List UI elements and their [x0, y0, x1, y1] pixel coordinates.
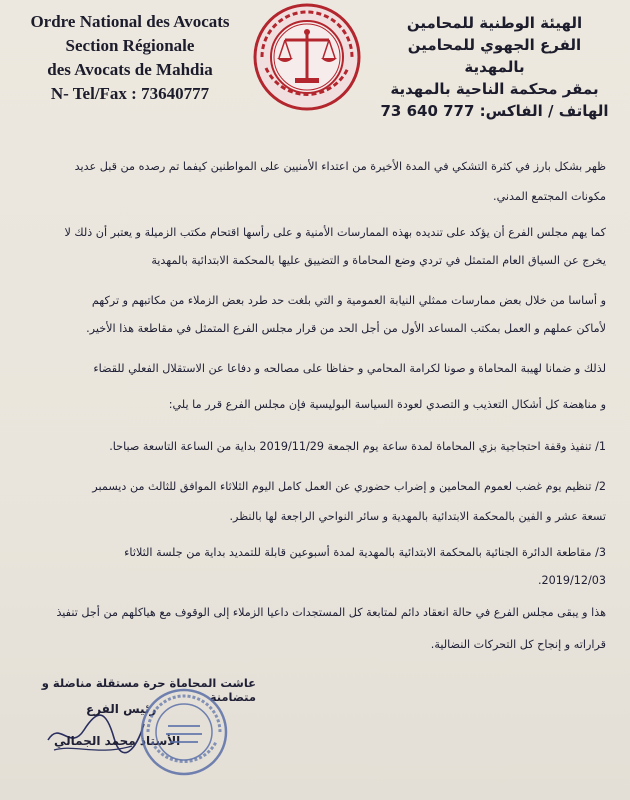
header-fr-line: Section Régionale	[65, 36, 195, 55]
body-line: و مناهضة كل أشكال التعذيب و التصدي لعودة السياسة البوليسية فإن مجلس الفرع قرر ما يلي:	[168, 398, 606, 411]
header-fr-line: N- Tel/Fax : 73640777	[50, 84, 210, 103]
signature-title: رئيس الفرع	[86, 702, 157, 716]
header-ar-line: الهاتف / الفاكس: 777 640 73	[380, 102, 609, 120]
body-line: مكونات المجتمع المدني.	[493, 190, 606, 203]
official-stamp-icon	[138, 686, 230, 778]
body-line: لأماكن عملهم و العمل بمكتب المساعد الأول من أجل الحد من قرار مجلس الفرع المتمثل في مقاطعة هذا الأخير.	[86, 322, 606, 335]
header-fr-line: des Avocats de Mahdia	[47, 60, 213, 79]
bar-association-seal-icon	[252, 2, 362, 112]
body-line: و أساسا من خلال بعض ممارسات ممثلي النيابة العمومية و التي بلغت حد طرد بعض الزملاء من مكاتبهم و تركهم	[91, 294, 606, 307]
body-line: ظهر بشكل بارز في كثرة التشكي في المدة الأخيرة من اعتداء الأمنيين على المواطنين كيفما تم رصده من قبل عديد	[74, 160, 606, 173]
header-arabic	[377, 12, 612, 122]
decision-item-1: 1/ تنفيذ وقفة احتجاجية بزي المحاماة لمدة ساعة يوم الجمعة 2019/11/29 بداية من الساعة التاسعة صباحا.	[109, 440, 606, 453]
signature-name: الأستاذ محمد الجمالي	[54, 734, 181, 748]
closing-slogan: عاشت المحاماة حرة مستقلة مناضلة و متضامنة	[41, 676, 256, 704]
body-line: لذلك و ضمانا لهيبة المحاماة و صونا لكرامة المحامي و حفاظا على مصالحه و دفاعا عن الاستقلال الفعلي للقضاء	[93, 362, 606, 375]
body-line: هذا و يبقى مجلس الفرع في حالة انعقاد دائم لمتابعة كل المستجدات داعيا الزملاء إلى الوقوف مع هياكلهم من أجل تنفيذ	[56, 606, 606, 619]
decision-item-3: 3/ مقاطعة الدائرة الجنائية بالمحكمة الابتدائية بالمهدية لمدة أسبوعين قابلة للتمديد بداية من جلسة الثلاثاء	[124, 546, 606, 559]
header-ar-line: بمقر محكمة الناحية بالمهدية	[390, 80, 599, 98]
header-fr-line: Ordre National des Avocats	[30, 12, 230, 31]
body-line: يخرج عن السياق العام المتمثل في تردي وضع المحاماة و التضييق عليها بالمحكمة الابتدائية بالمهدية	[151, 254, 606, 267]
body-line: قراراته و إنجاح كل التحركات النضالية.	[430, 638, 606, 651]
body-line: كما يهم مجلس الفرع أن يؤكد على تنديده بهذه الممارسات الأمنية و على رأسها اقتحام مكتب الزميلة و يعتبر أن ذلك لا	[64, 226, 606, 239]
decision-item-2: 2/ تنظيم يوم غضب لعموم المحامين و إضراب حضوري عن العمل كامل اليوم الثلاثاء الموافق للثالث من ديسمبر	[92, 480, 606, 493]
header-ar-line: الهيئة الوطنية للمحامين	[406, 14, 583, 32]
header-ar-line: الفرع الجهوي للمحامين بالمهدية	[407, 36, 582, 76]
body-line: تسعة عشر و الفين بالمحكمة الابتدائية بالمهدية و سائر النواحي الراجعة لها بالنظر.	[229, 510, 606, 523]
body-line: 2019/12/03.	[537, 574, 606, 587]
header-french	[30, 10, 230, 106]
